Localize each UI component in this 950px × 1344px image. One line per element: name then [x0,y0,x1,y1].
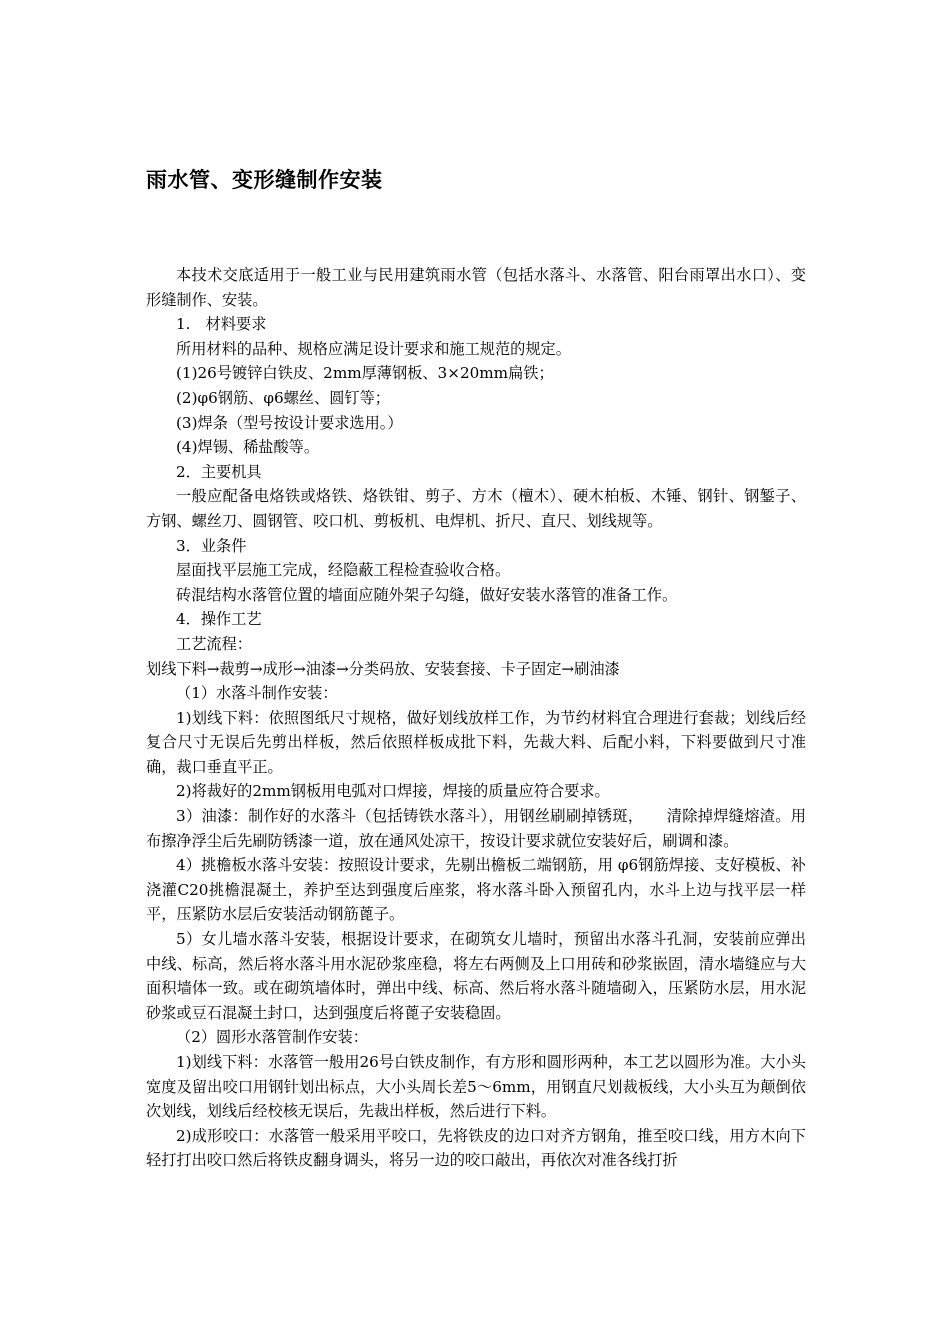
document-title: 雨水管、变形缝制作安装 [146,168,383,192]
body-paragraph: (4)焊锡、稀盐酸等。 [176,438,320,457]
body-paragraph: 1)划线下料：水落管一般用26号白铁皮制作，有方形和圆形两种，本工艺以圆形为准。大小头宽度及留出咬口用钢针划出标点，大小头周长差5～6mm，用钢直尺划裁板线，大小头互为颠倒依次划线，划线后经校核无误后，先裁出样板，然后进行下料。 [146,1053,806,1121]
body-paragraph: 2．主要机具 [176,462,262,481]
body-paragraph: 工艺流程： [176,634,252,653]
body-paragraph: 屋面找平层施工完成，经隐蔽工程检查验收合格。 [176,561,511,580]
body-paragraph: (1)26号镀锌白铁皮、2mm厚薄钢板、3×20mm扁铁； [176,364,554,383]
body-paragraph: 1. 材料要求 [176,315,267,334]
body-paragraph: 本技术交底适用于一般工业与民用建筑雨水管（包括水落斗、水落管、阳台雨罩出水口）、变形缝制作、安装。 [146,266,806,309]
body-paragraph: 所用材料的品种、规格应满足设计要求和施工规范的规定。 [176,339,571,358]
body-paragraph: 一般应配备电烙铁或烙铁、烙铁钳、剪子、方木（檀木）、硬木柏板、木锤、钢针、钢錾子、方钢、螺丝刀、圆钢管、咬口机、剪板机、电焊机、折尺、直尺、划线规等。 [146,487,806,530]
body-paragraph: 砖混结构水落管位置的墙面应随外架子勾缝，做好安装水落管的准备工作。 [176,585,678,604]
body-paragraph: 4）挑檐板水落斗安装：按照设计要求，先剔出檐板二端钢筋，用 φ6钢筋焊接、支好模板、补浇灌C20挑檐混凝土，养护至达到强度后座浆，将水落斗卧入预留孔内，水斗上边与找平层一样平，压紧防水层后安装活动钢筋蓖子。 [146,856,806,924]
body-paragraph: 2)成形咬口：水落管一般采用平咬口，先将铁皮的边口对齐方钢角，推至咬口线，用方木向下轻打打出咬口然后将铁皮翻身调头，将另一边的咬口敲出，再依次对准各线打折 [146,1126,806,1170]
body-paragraph: 5）女儿墙水落斗安装，根据设计要求，在砌筑女儿墙时，预留出水落斗孔洞，安装前应弹出中线、标高，然后将水落斗用水泥砂浆座稳，将左右两侧及上口用砖和砂浆嵌固，清水墙缝应与大面积墙体一致。或在砌筑墙体时，弹出中线、标高、然后将水落斗随墙砌入，压紧防水层，用水泥砂浆或豆石混凝土封口，达到强度后将蓖子安装稳固。 [146,930,806,1022]
document-body [146,263,806,1173]
body-paragraph: 2)将裁好的2mm钢板用电弧对口焊接，焊接的质量应符合要求。 [176,782,610,801]
body-paragraph: 1)划线下料：依照图纸尺寸规格，做好划线放样工作，为节约材料宜合理进行套裁；划线后经复合尺寸无误后先剪出样板，然后依照样板成批下料，先裁大料、后配小料，下料要做到尺寸准确，裁口垂直平正。 [146,708,806,776]
body-paragraph: （2）圆形水落管制作安装： [176,1028,368,1047]
body-paragraph: （1）水落斗制作安装： [176,684,338,703]
body-paragraph: 划线下料→裁剪→成形→油漆→分类码放、安装套接、卡子固定→刷油漆 [146,659,620,678]
body-paragraph: (2)φ6钢筋、φ6螺丝、圆钉等； [176,388,390,407]
body-paragraph: 3）油漆：制作好的水落斗（包括铸铁水落斗），用钢丝刷刷掉锈斑， 清除掉焊缝熔渣。用布擦净浮尘后先刷防锈漆一道，放在通风处凉干，按设计要求就位安装好后，刷调和漆。 [146,807,806,850]
body-paragraph: (3)焊条（型号按设计要求选用。） [176,413,403,432]
body-paragraph: 4．操作工艺 [176,610,262,629]
body-paragraph: 3．业条件 [176,536,247,555]
